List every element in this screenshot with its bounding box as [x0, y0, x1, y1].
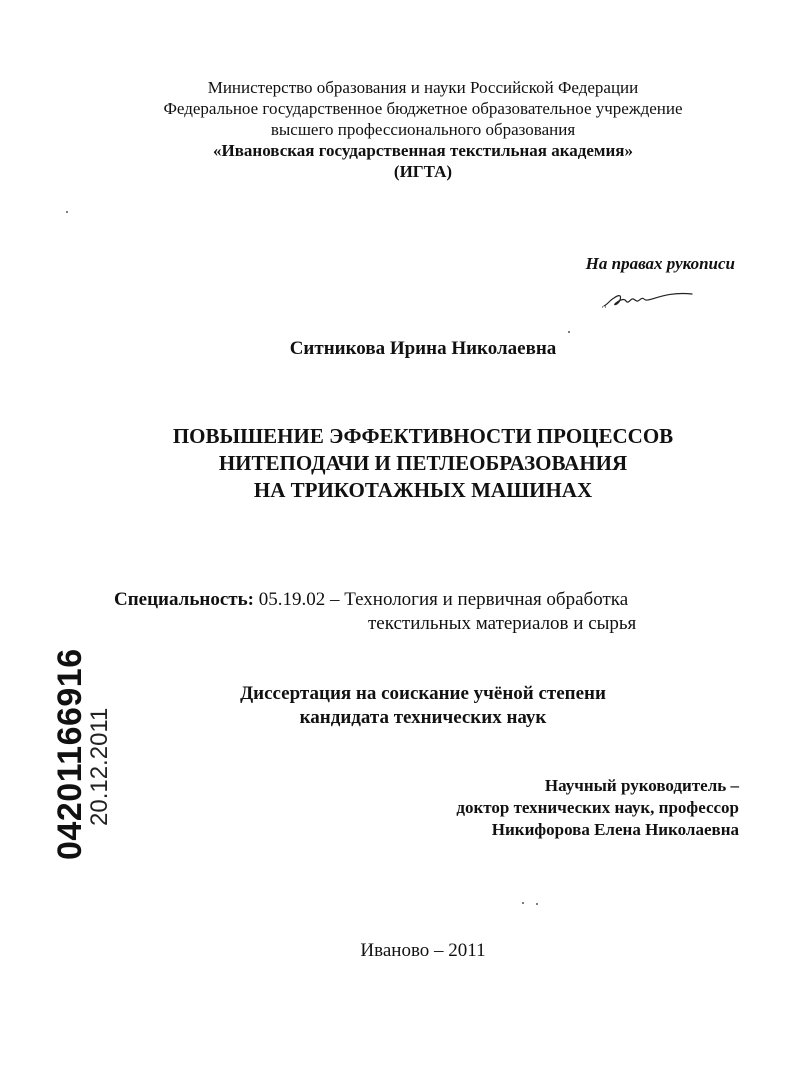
education-level-line: высшего профессионального образования [270, 120, 576, 139]
degree-statement [0, 682, 795, 730]
manuscript-rights-note: На правах рукописи [585, 254, 735, 273]
author-name: Ситникова Ирина Николаевна [289, 338, 557, 359]
scan-speck [568, 331, 570, 333]
institution-header [0, 77, 795, 182]
scan-speck [536, 903, 538, 905]
dissertation-title [0, 423, 795, 504]
degree-line: кандидата технических наук [299, 707, 547, 728]
supervisor-credentials: доктор технических наук, профессор [456, 798, 739, 817]
scan-speck [66, 211, 68, 213]
institution-type-line: Федеральное государственное бюджетное образовательное учреждение [163, 99, 683, 118]
degree-line: Диссертация на соискание учёной степени [240, 683, 606, 704]
academy-name: «Ивановская государственная текстильная академия» [213, 141, 633, 160]
academy-abbreviation: (ИГТА) [393, 162, 453, 181]
ministry-line: Министерство образования и науки Российской Федерации [207, 78, 639, 97]
specialty-code-line: 05.19.02 – Технология и первичная обработка [258, 589, 629, 610]
scan-speck [522, 902, 524, 904]
title-line: НА ТРИКОТАЖНЫХ МАШИНАХ [253, 478, 593, 502]
title-line: НИТЕПОДАЧИ И ПЕТЛЕОБРАЗОВАНИЯ [218, 451, 628, 475]
specialty-label: Специальность: [114, 589, 254, 610]
specialty-block [114, 588, 636, 636]
library-stamp-date: 20.12.2011 [86, 707, 113, 826]
city-and-year: Иваново – 2011 [360, 940, 486, 961]
supervisor-block [456, 775, 739, 841]
specialty-description-line: текстильных материалов и сырья [368, 613, 637, 634]
library-stamp-number: 04201166916 [51, 648, 89, 860]
handwritten-signature [600, 286, 700, 312]
supervisor-name: Никифорова Елена Николаевна [491, 820, 739, 839]
supervisor-role: Научный руководитель – [544, 776, 739, 795]
title-line: ПОВЫШЕНИЕ ЭФФЕКТИВНОСТИ ПРОЦЕССОВ [172, 424, 674, 448]
